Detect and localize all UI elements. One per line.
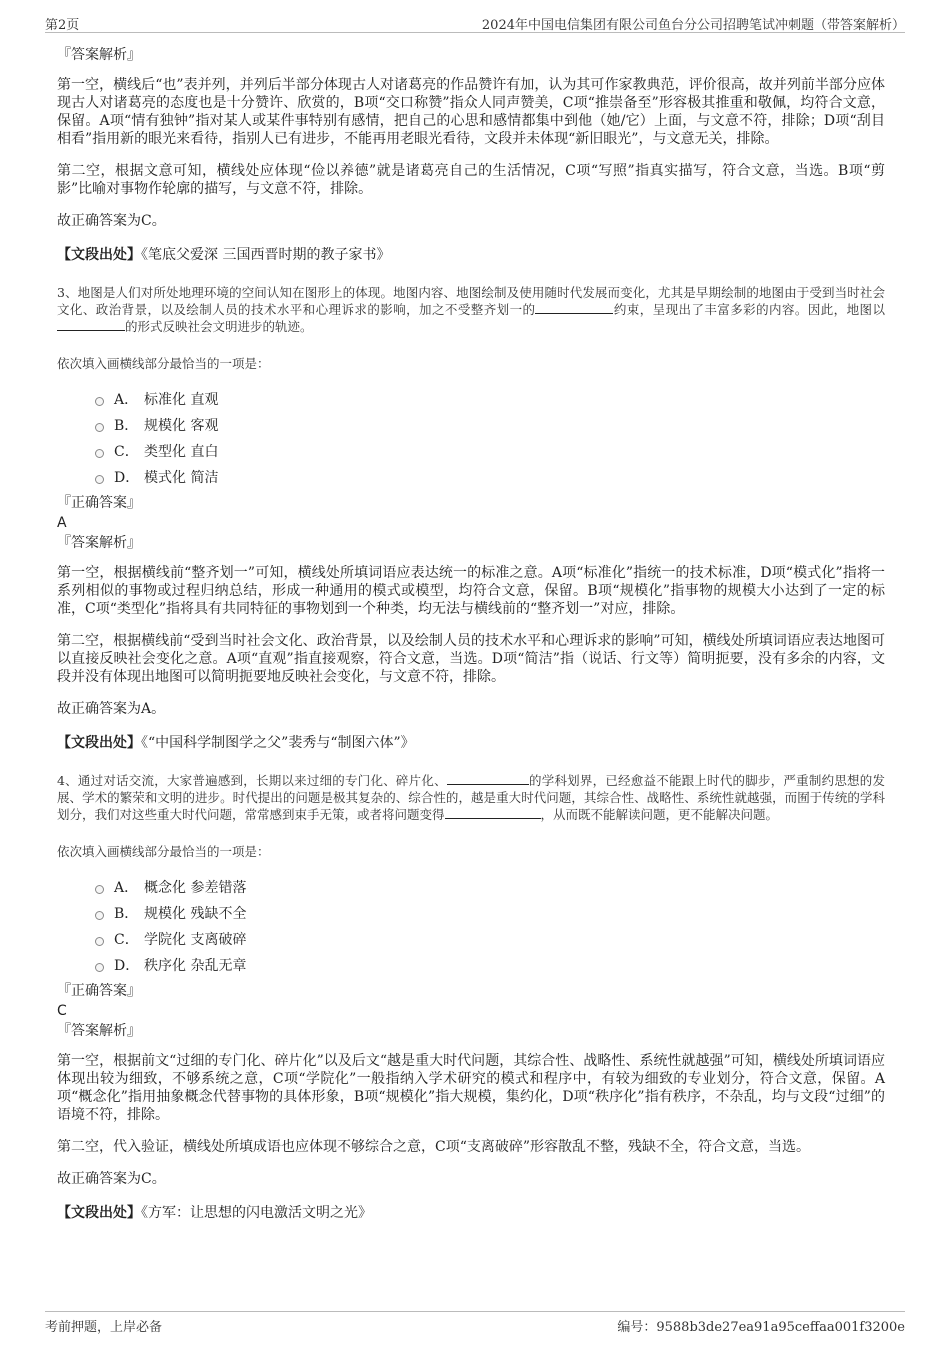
option-letter: D． — [114, 958, 140, 974]
q3-blank-1 — [535, 301, 613, 314]
document-id: 编号：9588b3de27ea91a95ceffaa001f3200e — [617, 1320, 905, 1335]
radio-icon[interactable] — [95, 449, 104, 458]
option-letter: A． — [114, 392, 139, 408]
page-number: 第2页 — [45, 18, 80, 33]
q4-analysis-label: 『答案解析』 — [57, 1023, 141, 1039]
option-letter: B． — [114, 906, 139, 922]
q4-options — [95, 874, 885, 978]
q2-final-answer: 故正确答案为C。 — [57, 213, 166, 229]
q4-correct-answer: C — [57, 1003, 67, 1019]
q4-correct-label: 『正确答案』 — [57, 983, 141, 999]
q3-options — [95, 386, 885, 490]
option-letter: C． — [114, 932, 139, 948]
q4-option-d[interactable] — [95, 952, 885, 978]
q3-correct-answer: A — [57, 515, 67, 531]
option-text: 模式化 简洁 — [144, 470, 219, 486]
option-text: 规模化 残缺不全 — [144, 906, 247, 922]
q3-analysis-para2: 第二空，根据横线前“受到当时社会文化、政治背景，以及绘制人员的技术水平和心理诉求的影响”可知，横线处所填词语应表达地图可以直接反映社会变化之意。A项“直观”指直接观察，符合文意，当选。D项“简洁”指（说话、行文等）简明扼要，没有多余的内容，文段并没有体现出地图可以简明扼要地反映社会变化，与文意不符，排除。 — [57, 633, 885, 685]
q3-blank-2 — [57, 318, 125, 331]
q3-option-b[interactable] — [95, 412, 885, 438]
q4-text-part-c: ，从而既不能解读问题，更不能解决问题。 — [540, 807, 779, 822]
q3-prompt: 依次填入画横线部分最恰当的一项是： — [57, 356, 270, 371]
radio-icon[interactable] — [95, 885, 104, 894]
option-text: 规模化 客观 — [144, 418, 219, 434]
q4-text-part-b: 的学科划界，已经愈益不能跟上时代的脚步，严重制约思想的发展、学术的繁荣和文明的进步。时代提出的问题是极其复杂的、综合性的，越是重大时代问题，其综合性、战略性、系统性就越强，而囿于传统的学科划分，我们对这些重大时代问题，常常感到束手无策，或者将问题变得 — [57, 773, 885, 822]
q3-correct-label: 『正确答案』 — [57, 495, 141, 511]
q4-final-answer: 故正确答案为C。 — [57, 1171, 166, 1187]
q2-analysis-label: 『答案解析』 — [57, 47, 141, 63]
q3-option-d[interactable] — [95, 464, 885, 490]
option-letter: D． — [114, 470, 140, 486]
option-text: 秩序化 杂乱无章 — [144, 958, 247, 974]
q3-source — [57, 734, 885, 752]
q3-analysis-label: 『答案解析』 — [57, 535, 141, 551]
option-text: 学院化 支离破碎 — [144, 932, 247, 948]
footer-slogan: 考前押题，上岸必备 — [45, 1320, 163, 1335]
q4-prompt: 依次填入画横线部分最恰当的一项是： — [57, 844, 270, 859]
page-header — [45, 14, 905, 33]
q4-text-part-a: 4、通过对话交流，大家普遍感到，长期以来过细的专门化、碎片化、 — [57, 773, 447, 788]
option-letter: A． — [114, 880, 139, 896]
option-letter: B． — [114, 418, 139, 434]
q4-blank-2 — [445, 806, 541, 819]
page-footer — [45, 1311, 905, 1336]
option-text: 标准化 直观 — [144, 392, 219, 408]
q4-option-a[interactable] — [95, 874, 885, 900]
q4-option-c[interactable] — [95, 926, 885, 952]
q3-text-part-a: 3、地图是人们对所处地理环境的空间认知在图形上的体现。地图内容、地图绘制及使用随时代发展而变化，尤其是早期绘制的地图由于受到当时社会文化、政治背景，以及绘制人员的技术水平和心理诉求的影响，加之不受整齐划一的 — [57, 285, 885, 317]
q2-source — [57, 246, 885, 264]
document-title: 2024年中国电信集团有限公司鱼台分公司招聘笔试冲刺题（带答案解析） — [481, 18, 905, 33]
q2-analysis-para1: 第一空，横线后“也”表并列，并列后半部分体现古人对诸葛亮的作品赞许有加，认为其可作家教典范，评价很高，故并列前半部分应体现古人对诸葛亮的态度也是十分赞许、欣赏的，B项“交口称赞”指众人同声赞美，C项“推崇备至”形容极其推重和敬佩，均符合文意，保留。A项“情有独钟”指对某人或某件事特别有感情，把自己的心思和感情都集中到他（她/它）上面，与文意不符，排除；D项“刮目相看”指用新的眼光来看待，指别人已有进步，不能再用老眼光看待，文段并未体现“新旧眼光”，与文意无关，排除。 — [57, 77, 885, 147]
q3-option-a[interactable] — [95, 386, 885, 412]
option-text: 概念化 参差错落 — [144, 880, 247, 896]
q3-source-text: 《“中国科学制图学之父”裴秀与“制图六体”》 — [141, 735, 415, 751]
radio-icon[interactable] — [95, 937, 104, 946]
q4-source — [57, 1204, 885, 1222]
option-letter: C． — [114, 444, 139, 460]
q3-analysis-para1: 第一空，根据横线前“整齐划一”可知，横线处所填词语应表达统一的标准之意。A项“标准化”指统一的技术标准，D项“模式化”指将一系列相似的事物或过程归纳总结，形成一种通用的模式或模型，均符合文意，保留。B项“规模化”指事物的规模大小达到了一定的标准，C项“类型化”指将具有共同特征的事物划到一个种类，均无法与横线前的“整齐划一”对应，排除。 — [57, 565, 885, 617]
radio-icon[interactable] — [95, 963, 104, 972]
q2-source-text: 《笔底父爱深 三国西晋时期的教子家书》 — [141, 247, 391, 263]
q3-text-part-c: 的形式反映社会文明进步的轨迹。 — [125, 319, 313, 334]
q3-final-answer: 故正确答案为A。 — [57, 701, 166, 717]
q4-analysis-para1: 第一空，根据前文“过细的专门化、碎片化”以及后文“越是重大时代问题，其综合性、战略性、系统性就越强”可知，横线处所填词语应体现出较为细致，不够系统之意，C项“学院化”一般指纳入学术研究的模式和程序中，有较为细致的专业划分，符合文意，保留。A项“概念化”指用抽象概念代替事物的具体形象，B项“规模化”指大规模，集约化，D项“秩序化”指有秩序，不杂乱，均与文段“过细”的语境不符，排除。 — [57, 1053, 885, 1123]
radio-icon[interactable] — [95, 423, 104, 432]
q2-analysis-para2: 第二空，根据文意可知，横线处应体现“俭以养德”就是诸葛亮自己的生活情况，C项“写照”指真实描写，符合文意，当选。B项“剪影”比喻对事物作轮廓的描写，与文意不符，排除。 — [57, 163, 885, 197]
q3-source-tag: 【文段出处】 — [57, 735, 141, 751]
q4-option-b[interactable] — [95, 900, 885, 926]
document-body — [57, 46, 885, 1222]
q2-source-tag: 【文段出处】 — [57, 247, 141, 263]
radio-icon[interactable] — [95, 397, 104, 406]
radio-icon[interactable] — [95, 911, 104, 920]
radio-icon[interactable] — [95, 475, 104, 484]
option-text: 类型化 直白 — [144, 444, 219, 460]
q4-question-text — [57, 772, 885, 823]
q3-question-text — [57, 284, 885, 335]
q4-source-text: 《方军：让思想的闪电激活文明之光》 — [141, 1205, 372, 1221]
q4-source-tag: 【文段出处】 — [57, 1205, 141, 1221]
q3-text-part-b: 约束，呈现出了丰富多彩的内容。因此，地图以 — [613, 302, 885, 317]
q3-option-c[interactable] — [95, 438, 885, 464]
q4-analysis-para2: 第二空，代入验证，横线处所填成语也应体现不够综合之意，C项“支离破碎”形容散乱不整，残缺不全，符合文意，当选。 — [57, 1139, 811, 1155]
q4-blank-1 — [447, 772, 529, 785]
